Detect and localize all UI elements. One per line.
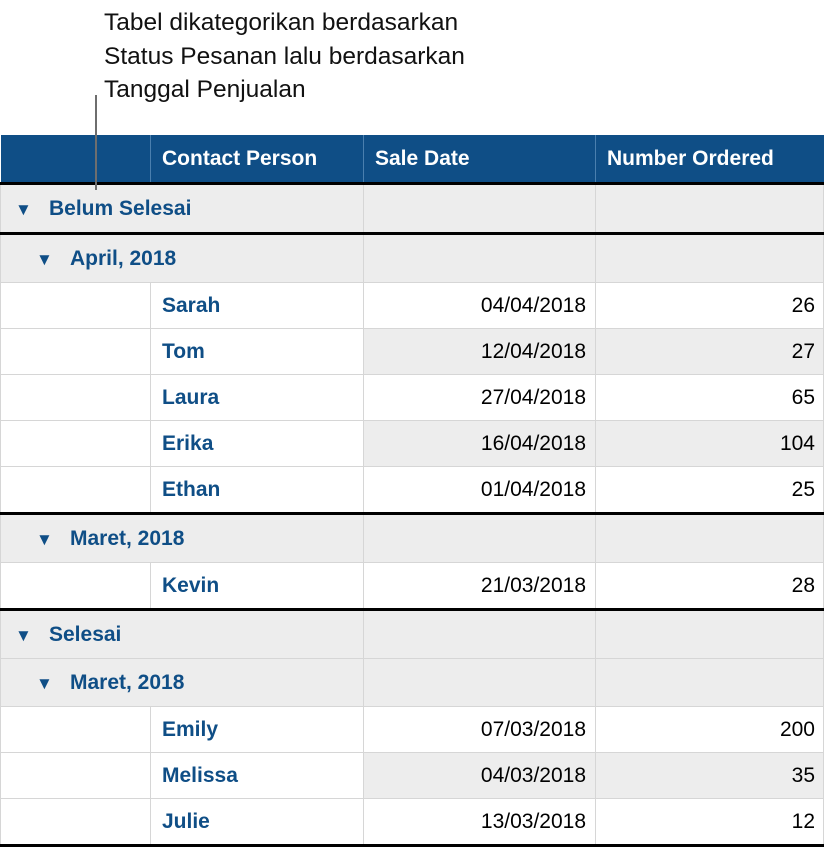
table-row[interactable]: [1, 799, 824, 846]
category-label: Belum Selesai: [49, 196, 192, 220]
header-contact-person[interactable]: Contact Person: [151, 135, 364, 184]
subcategory-label: Maret, 2018: [70, 670, 185, 694]
number-ordered-cell[interactable]: 27: [596, 329, 824, 375]
subcategory-row-maret-2018[interactable]: [1, 659, 824, 707]
disclosure-triangle-icon[interactable]: ▼: [36, 673, 53, 693]
number-ordered-cell[interactable]: 200: [596, 707, 824, 753]
callout-line-2: Status Pesanan lalu berdasarkan: [104, 42, 465, 70]
table-row[interactable]: [1, 283, 824, 329]
orders-table: [0, 135, 824, 847]
sale-date-cell[interactable]: 01/04/2018: [364, 467, 596, 514]
table-row[interactable]: [1, 467, 824, 514]
subcategory-label: Maret, 2018: [70, 526, 185, 550]
number-ordered-cell[interactable]: 26: [596, 283, 824, 329]
disclosure-triangle-icon[interactable]: ▼: [36, 529, 53, 549]
table-row[interactable]: [1, 753, 824, 799]
sale-date-cell[interactable]: 12/04/2018: [364, 329, 596, 375]
callout-leader-line: [95, 95, 97, 190]
category-row-belum-selesai[interactable]: [1, 184, 824, 234]
table-row[interactable]: [1, 563, 824, 610]
disclosure-triangle-icon[interactable]: ▼: [36, 249, 53, 269]
number-ordered-cell[interactable]: 28: [596, 563, 824, 610]
callout-line-3: Tanggal Penjualan: [104, 76, 306, 103]
number-ordered-cell[interactable]: 35: [596, 753, 824, 799]
number-ordered-cell[interactable]: 12: [596, 799, 824, 846]
subcategory-row-maret-2018[interactable]: [1, 514, 824, 563]
table-row[interactable]: [1, 329, 824, 375]
sale-date-cell[interactable]: 27/04/2018: [364, 375, 596, 421]
subcategory-row-april-2018[interactable]: [1, 234, 824, 283]
header-row: [1, 135, 824, 184]
sale-date-cell[interactable]: 16/04/2018: [364, 421, 596, 467]
contact-person-cell[interactable]: Julie: [151, 799, 364, 846]
number-ordered-cell[interactable]: 25: [596, 467, 824, 514]
contact-person-cell[interactable]: Emily: [151, 707, 364, 753]
disclosure-triangle-icon[interactable]: ▼: [15, 625, 32, 645]
category-label: Selesai: [49, 622, 122, 646]
disclosure-triangle-icon[interactable]: ▼: [15, 199, 32, 219]
contact-person-cell[interactable]: Erika: [151, 421, 364, 467]
table-row[interactable]: [1, 707, 824, 753]
contact-person-cell[interactable]: Sarah: [151, 283, 364, 329]
contact-person-cell[interactable]: Laura: [151, 375, 364, 421]
table-row[interactable]: [1, 421, 824, 467]
callout-line-1: Tabel dikategorikan berdasarkan: [104, 9, 459, 36]
sale-date-cell[interactable]: 21/03/2018: [364, 563, 596, 610]
header-number-ordered[interactable]: Number Ordered: [596, 135, 824, 184]
header-sale-date[interactable]: Sale Date: [364, 135, 596, 184]
sale-date-cell[interactable]: 07/03/2018: [364, 707, 596, 753]
subcategory-label: April, 2018: [70, 246, 177, 270]
callout-text: [104, 6, 465, 107]
contact-person-cell[interactable]: Ethan: [151, 467, 364, 514]
category-row-selesai[interactable]: [1, 610, 824, 659]
table-row[interactable]: [1, 375, 824, 421]
contact-person-cell[interactable]: Melissa: [151, 753, 364, 799]
header-cell-blank[interactable]: [1, 135, 151, 184]
sale-date-cell[interactable]: 04/04/2018: [364, 283, 596, 329]
number-ordered-cell[interactable]: 65: [596, 375, 824, 421]
contact-person-cell[interactable]: Kevin: [151, 563, 364, 610]
sale-date-cell[interactable]: 13/03/2018: [364, 799, 596, 846]
contact-person-cell[interactable]: Tom: [151, 329, 364, 375]
sale-date-cell[interactable]: 04/03/2018: [364, 753, 596, 799]
number-ordered-cell[interactable]: 104: [596, 421, 824, 467]
